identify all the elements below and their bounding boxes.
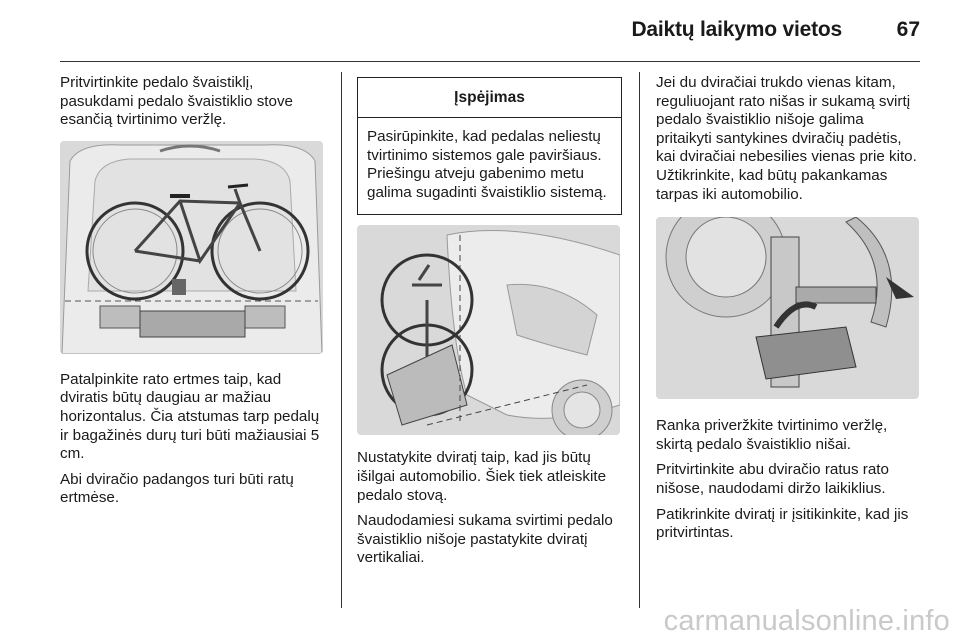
column-middle xyxy=(357,74,622,575)
paragraph: Pritvirtinkite abu dviračio ratus rato nišose, naudodami diržo laikiklius. xyxy=(656,461,889,497)
paragraph: Patikrinkite dviratį ir įsitikinkite, kad jis pritvirtintas. xyxy=(656,505,909,542)
paragraph: Ranka priveržkite tvirtinimo veržlę, skirtą pedalo švaistiklio nišai. xyxy=(656,417,888,453)
page-number: 67 xyxy=(896,18,920,41)
bike-rear-view-illustration xyxy=(60,141,323,354)
header-rule xyxy=(60,61,920,62)
paragraph: Pritvirtinkite pedalo švaistiklį, pasukdami pedalo švaistiklio stove esančią tvirtinimo veržlę. xyxy=(60,74,293,129)
pedal-holder-illustration xyxy=(656,217,919,399)
warning-text: Pasirūpinkite, kad pedalas neliestų tvirtinimo sistemos gale paviršiaus. Priešingu atveju gabenimo metu galima sugadinti švaistiklio sistemą. xyxy=(367,128,607,201)
paragraph: Jei du dviračiai trukdo vienas kitam, reguliuojant rato nišas ir sukamą svirtį pedalo švaistiklio nišoje galima pritaikyti santykines dviračių padėtis, kai dviračiai nebesilies vienas prie kito. Užtikrinkite, kad būtų pakankamas tarpas iki automobilio. xyxy=(656,74,917,203)
watermark: carmanualsonline.info xyxy=(663,605,950,637)
warning-box xyxy=(357,77,622,215)
column-divider xyxy=(639,72,640,608)
page-header xyxy=(0,0,960,62)
section-title: Daiktų laikymo vietos xyxy=(631,18,842,41)
paragraph: Abi dviračio padangos turi būti ratų ertmėse. xyxy=(60,470,294,507)
column-divider xyxy=(341,72,342,608)
paragraph: Naudodamiesi sukama svirtimi pedalo švaistiklio nišoje pastatykite dviratį vertikaliai. xyxy=(357,512,613,567)
paragraph: Patalpinkite rato ertmes taip, kad dviratis būtų daugiau ar mažiau horizontalus. Čia atstumas tarp pedalų ir bagažinės durų turi būti mažiausiai 5 cm. xyxy=(60,370,320,463)
warning-title: Įspėjimas xyxy=(358,78,621,118)
bike-side-view-illustration xyxy=(357,225,620,435)
paragraph: Nustatykite dviratį taip, kad jis būtų išilgai automobilio. Šiek tiek atleiskite pedalo stovą. xyxy=(357,449,607,504)
column-right xyxy=(656,74,921,550)
column-left xyxy=(60,74,325,515)
